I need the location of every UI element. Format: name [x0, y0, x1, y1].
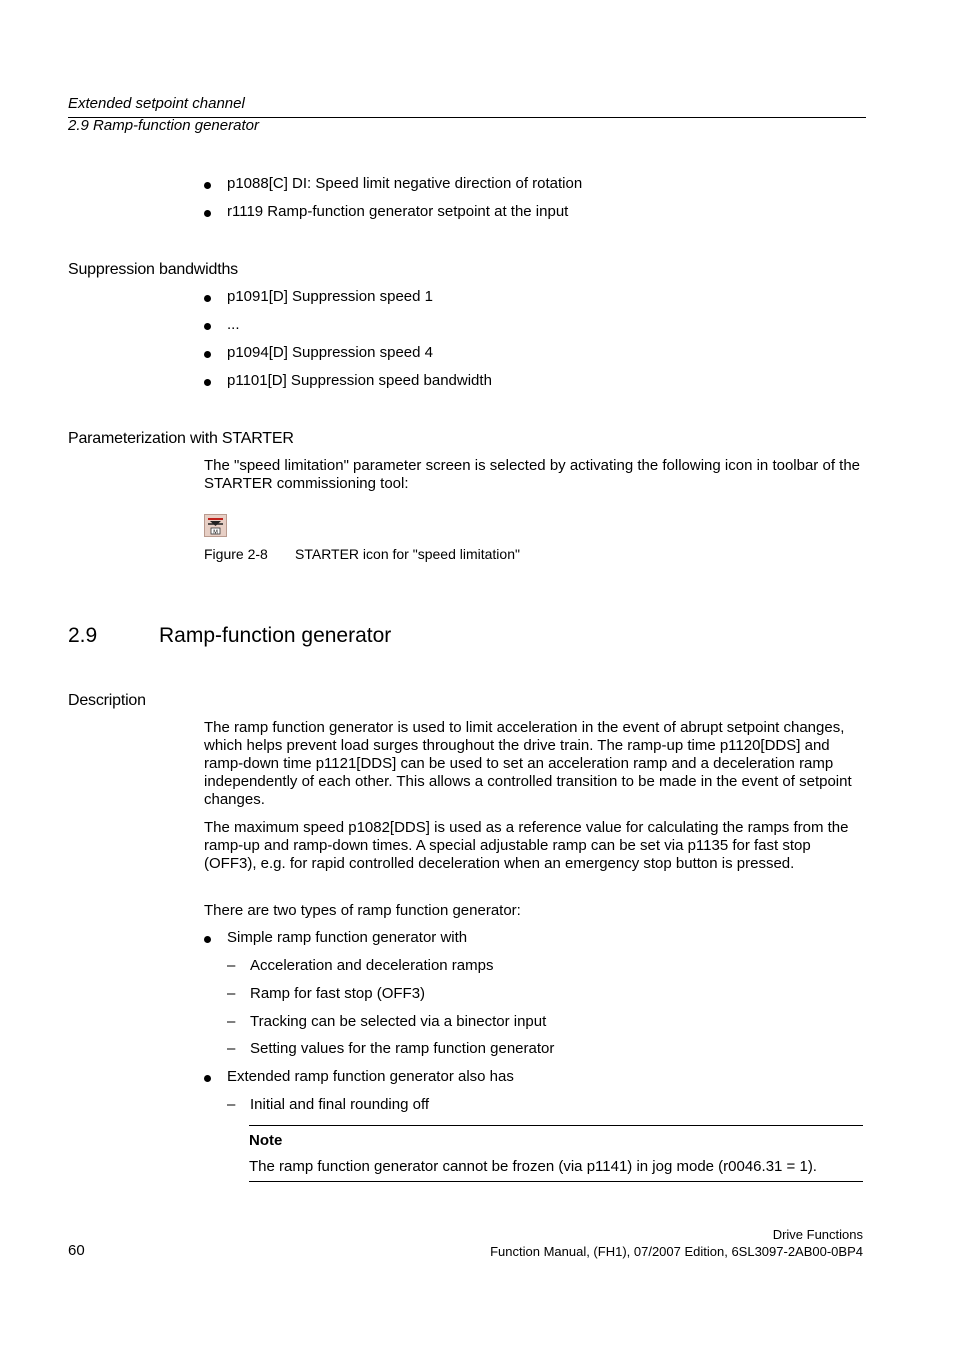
- description-heading: Description: [68, 692, 146, 709]
- section-number: 2.9: [68, 624, 98, 647]
- speed-limitation-icon: [204, 514, 227, 537]
- section-title-text: Ramp-function generator: [159, 624, 392, 647]
- dash-mark: –: [227, 1013, 236, 1030]
- list-item-text: p1094[D] Suppression speed 4: [227, 344, 433, 361]
- sub-list-item-text: Acceleration and deceleration ramps: [250, 957, 494, 974]
- list-item-text: Simple ramp function generator with: [227, 929, 468, 946]
- list-item-text: p1088[C] DI: Speed limit negative direction of rotation: [227, 175, 583, 192]
- bullet-icon: [204, 210, 211, 217]
- note-title: Note: [249, 1132, 283, 1149]
- list-item-text: ...: [227, 316, 240, 333]
- description-para-3: There are two types of ramp function generator:: [204, 902, 521, 919]
- description-para-1: The ramp function generator is used to limit acceleration in the event of abrupt setpoint changes, which helps prevent load surges throughout the drive train. The ramp-up time p1120[DDS] and ramp-down time p1121[DDS] can be used to set an acceleration ramp and a deceleration ramp independently of each other. This allows a controlled transition to be made in the event of setpoint changes.: [204, 719, 852, 808]
- description-para-2: The maximum speed p1082[DDS] is used as a reference value for calculating the ramps from the ramp-up and ramp-down times. A special adjustable ramp can be set via p1135 for fast stop (OFF3), e.g. for rapid controlled deceleration when an emergency stop button is pressed.: [204, 819, 849, 872]
- page-number: 60: [68, 1242, 85, 1259]
- dash-mark: –: [227, 1040, 236, 1057]
- list-item-text: r1119 Ramp-function generator setpoint at the input: [227, 203, 569, 220]
- footer-line-2: Function Manual, (FH1), 07/2007 Edition, 6SL3097-2AB00-0BP4: [490, 1244, 863, 1259]
- note-top-rule: [249, 1125, 863, 1126]
- dash-mark: –: [227, 1096, 236, 1113]
- list-item-text: Extended ramp function generator also has: [227, 1068, 514, 1085]
- starter-heading: Parameterization with STARTER: [68, 430, 294, 447]
- bullet-icon: [204, 351, 211, 358]
- sub-list-item-text: Setting values for the ramp function generator: [250, 1040, 555, 1057]
- list-item-text: p1101[D] Suppression speed bandwidth: [227, 372, 492, 389]
- svg-text:M: M: [213, 529, 218, 536]
- sub-list-item-text: Tracking can be selected via a binector input: [250, 1013, 547, 1030]
- bullet-icon: [204, 379, 211, 386]
- bullet-icon: [204, 1075, 211, 1082]
- note-bottom-rule: [249, 1181, 863, 1182]
- sub-list-item-text: Initial and final rounding off: [250, 1096, 430, 1113]
- dash-mark: –: [227, 985, 236, 1002]
- figure-label: Figure 2-8: [204, 546, 268, 562]
- note-text: The ramp function generator cannot be frozen (via p1141) in jog mode (r0046.31 = 1).: [249, 1158, 817, 1175]
- dash-mark: –: [227, 957, 236, 974]
- header-section: 2.9 Ramp-function generator: [68, 117, 259, 134]
- figure-caption-text: STARTER icon for "speed limitation": [295, 546, 520, 562]
- bullet-icon: [204, 323, 211, 330]
- suppression-heading: Suppression bandwidths: [68, 261, 238, 278]
- sub-list-item-text: Ramp for fast stop (OFF3): [250, 985, 426, 1002]
- list-item-text: p1091[D] Suppression speed 1: [227, 288, 433, 305]
- header-chapter: Extended setpoint channel: [68, 95, 245, 112]
- footer-line-1: Drive Functions: [772, 1227, 863, 1242]
- starter-text: The "speed limitation" parameter screen is selected by activating the following icon in toolbar of the STARTER commissioning tool:: [204, 457, 861, 492]
- bullet-icon: [204, 936, 211, 943]
- bullet-icon: [204, 295, 211, 302]
- bullet-icon: [204, 182, 211, 189]
